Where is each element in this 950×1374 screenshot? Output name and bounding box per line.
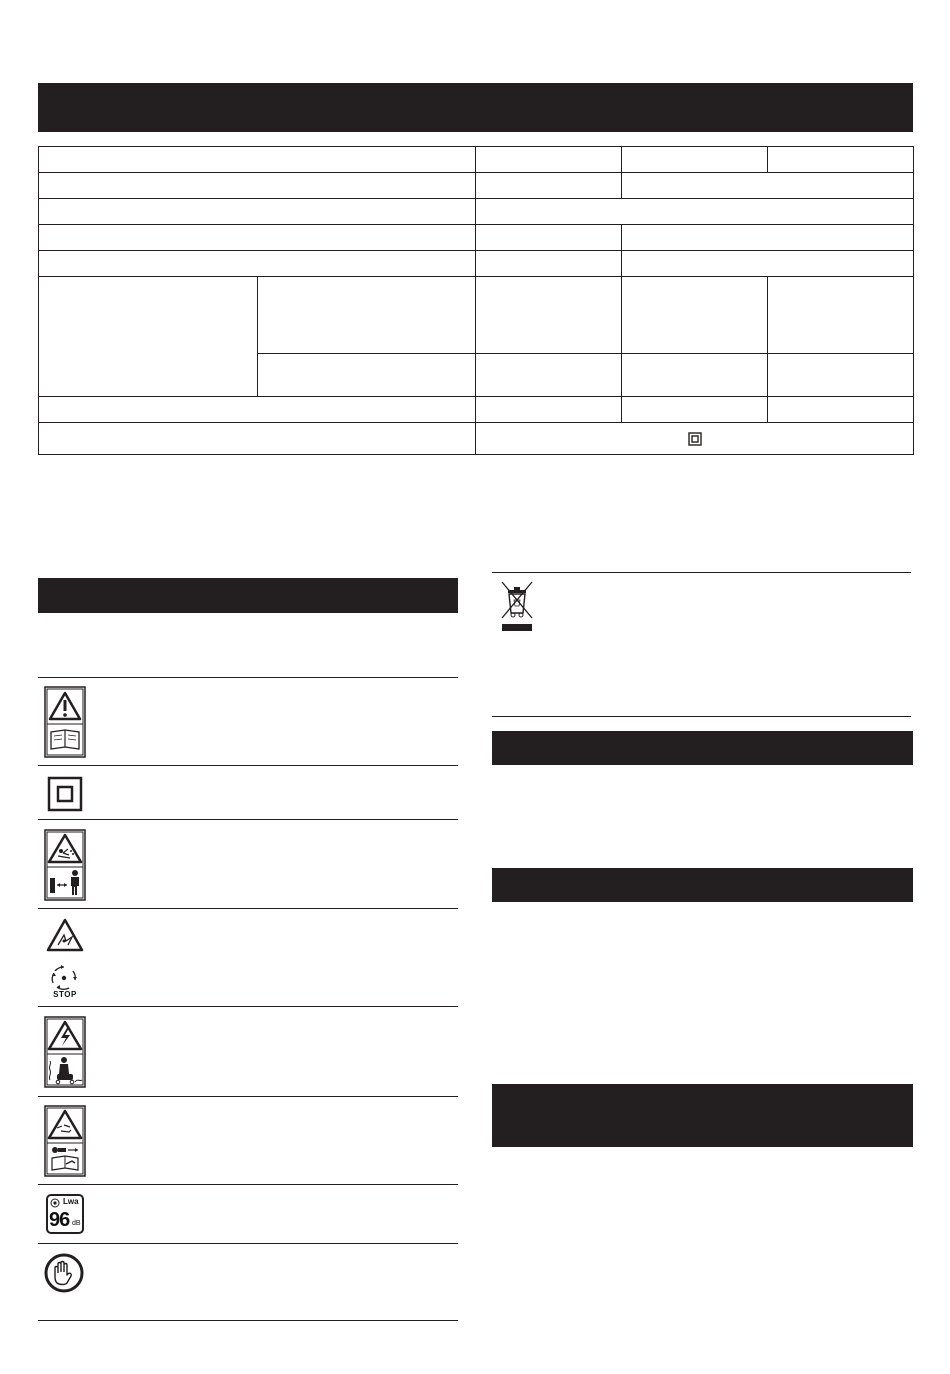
- divider: [38, 765, 458, 766]
- wear-gloves-icon: [44, 1253, 84, 1293]
- spec-cell: [39, 251, 476, 277]
- spec-cell: [39, 423, 476, 455]
- spec-row-1: [39, 147, 914, 173]
- divider: [38, 1320, 458, 1321]
- spec-cell: [622, 277, 768, 354]
- spec-row-4: [39, 225, 914, 251]
- spec-cell: [39, 199, 476, 225]
- divider: [38, 1096, 458, 1097]
- divider: [38, 1006, 458, 1007]
- right-section-bar-3: [492, 1084, 913, 1147]
- warning-read-manual-icon: [44, 686, 86, 758]
- symbols-header-bar: [38, 578, 458, 613]
- spec-row-6: [39, 277, 914, 354]
- spec-cell: [476, 225, 622, 251]
- cut-cord-unplug-icon: [44, 1105, 86, 1177]
- crossed-bin-icon: [498, 580, 536, 634]
- electric-hazard-icon: [44, 1016, 86, 1088]
- divider: [38, 1243, 458, 1244]
- spec-cell: [476, 354, 622, 397]
- spec-cell: [768, 397, 914, 423]
- divider: [38, 1184, 458, 1185]
- spec-cell: [39, 397, 476, 423]
- divider: [38, 819, 458, 820]
- spec-row-9: [39, 423, 914, 455]
- spec-cell: [258, 354, 476, 397]
- lwa-label: Lwa: [63, 1197, 79, 1206]
- divider: [38, 908, 458, 909]
- double-insulation-icon: [47, 776, 83, 812]
- spec-cell: [622, 251, 914, 277]
- spec-row-3: [39, 199, 914, 225]
- spec-cell: [622, 225, 914, 251]
- spec-cell: [476, 199, 914, 225]
- noise-unit: dB: [72, 1220, 81, 1227]
- spec-cell: [768, 147, 914, 173]
- specifications-header-bar: [38, 83, 913, 132]
- spec-cell: [476, 277, 622, 354]
- specifications-table: [38, 146, 914, 455]
- spec-cell: [39, 225, 476, 251]
- spec-cell: [622, 147, 768, 173]
- spec-cell: [39, 147, 476, 173]
- spec-cell: [476, 251, 622, 277]
- spec-cell: [768, 354, 914, 397]
- spec-row-8: [39, 397, 914, 423]
- spec-row-5: [39, 251, 914, 277]
- noise-level-icon: [46, 1194, 84, 1234]
- divider: [492, 572, 911, 573]
- spec-cell: [39, 173, 476, 199]
- rotating-blade-stop-icon: [44, 917, 86, 1001]
- noise-value: 96: [49, 1209, 70, 1231]
- spec-cell: [476, 423, 914, 455]
- spec-cell: [622, 173, 914, 199]
- spec-cell: [476, 173, 622, 199]
- spec-row-2: [39, 173, 914, 199]
- flying-objects-keep-distance-icon: [44, 829, 86, 901]
- divider: [38, 677, 458, 678]
- right-section-bar-1: [492, 731, 913, 765]
- spec-cell: [39, 277, 258, 397]
- spec-cell: [476, 147, 622, 173]
- spec-cell: [622, 354, 768, 397]
- spec-cell: [768, 277, 914, 354]
- right-section-bar-2: [492, 868, 913, 902]
- spec-cell: [258, 277, 476, 354]
- double-insulation-icon: [688, 432, 702, 446]
- stop-label: STOP: [53, 990, 77, 999]
- spec-cell: [476, 397, 622, 423]
- divider: [492, 716, 911, 717]
- spec-cell: [622, 397, 768, 423]
